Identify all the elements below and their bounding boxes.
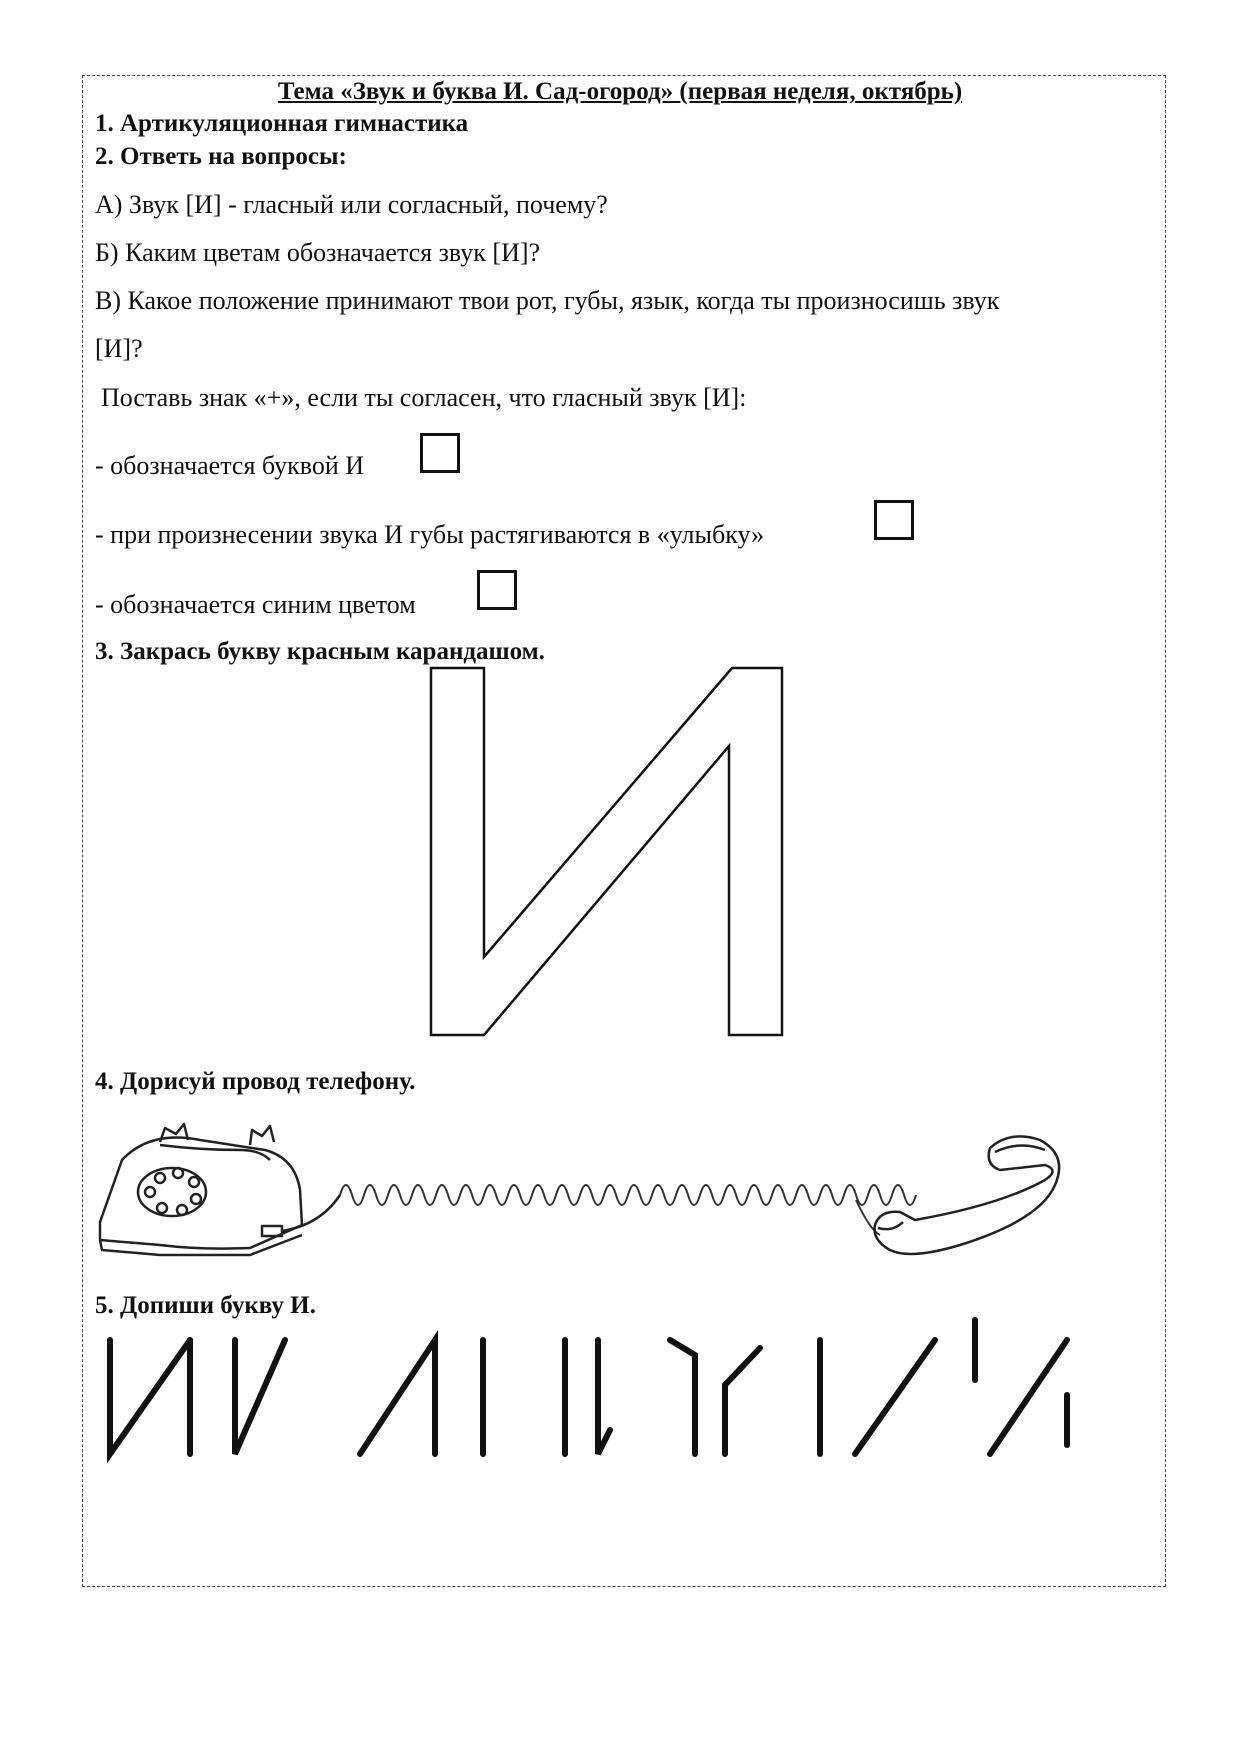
section-1-heading: 1. Артикуляционная гимнастика xyxy=(95,110,469,137)
checklist-item-1: - обозначается буквой И xyxy=(95,451,365,480)
checklist-checkbox-1[interactable] xyxy=(420,433,460,473)
checklist-checkbox-2[interactable] xyxy=(874,500,914,540)
page-title: Тема «Звук и буква И. Сад-огород» (первая неделя, октябрь) xyxy=(277,78,963,105)
section-4-heading: 4. Дорисуй провод телефону. xyxy=(95,1068,416,1095)
question-c-line1: В) Какое положение принимают твои рот, губы, язык, когда ты произносишь звук xyxy=(95,286,1000,315)
question-c-line2: [И]? xyxy=(95,334,143,363)
checklist-checkbox-3[interactable] xyxy=(477,570,517,610)
checklist-item-3: - обозначается синим цветом xyxy=(95,590,416,619)
checklist-item-2: - при произнесении звука И губы растягиваются в «улыбку» xyxy=(95,520,765,549)
section-3-heading: 3. Закрась букву красным карандашом. xyxy=(95,638,545,665)
checklist-intro: Поставь знак «+», если ты согласен, что гласный звук [И]: xyxy=(101,383,747,412)
section-2-heading: 2. Ответь на вопросы: xyxy=(95,143,347,170)
section-5-heading: 5. Допиши букву И. xyxy=(95,1292,316,1319)
question-b: Б) Каким цветам обозначается звук [И]? xyxy=(95,238,541,267)
question-a: А) Звук [И] - гласный или согласный, почему? xyxy=(95,190,608,219)
